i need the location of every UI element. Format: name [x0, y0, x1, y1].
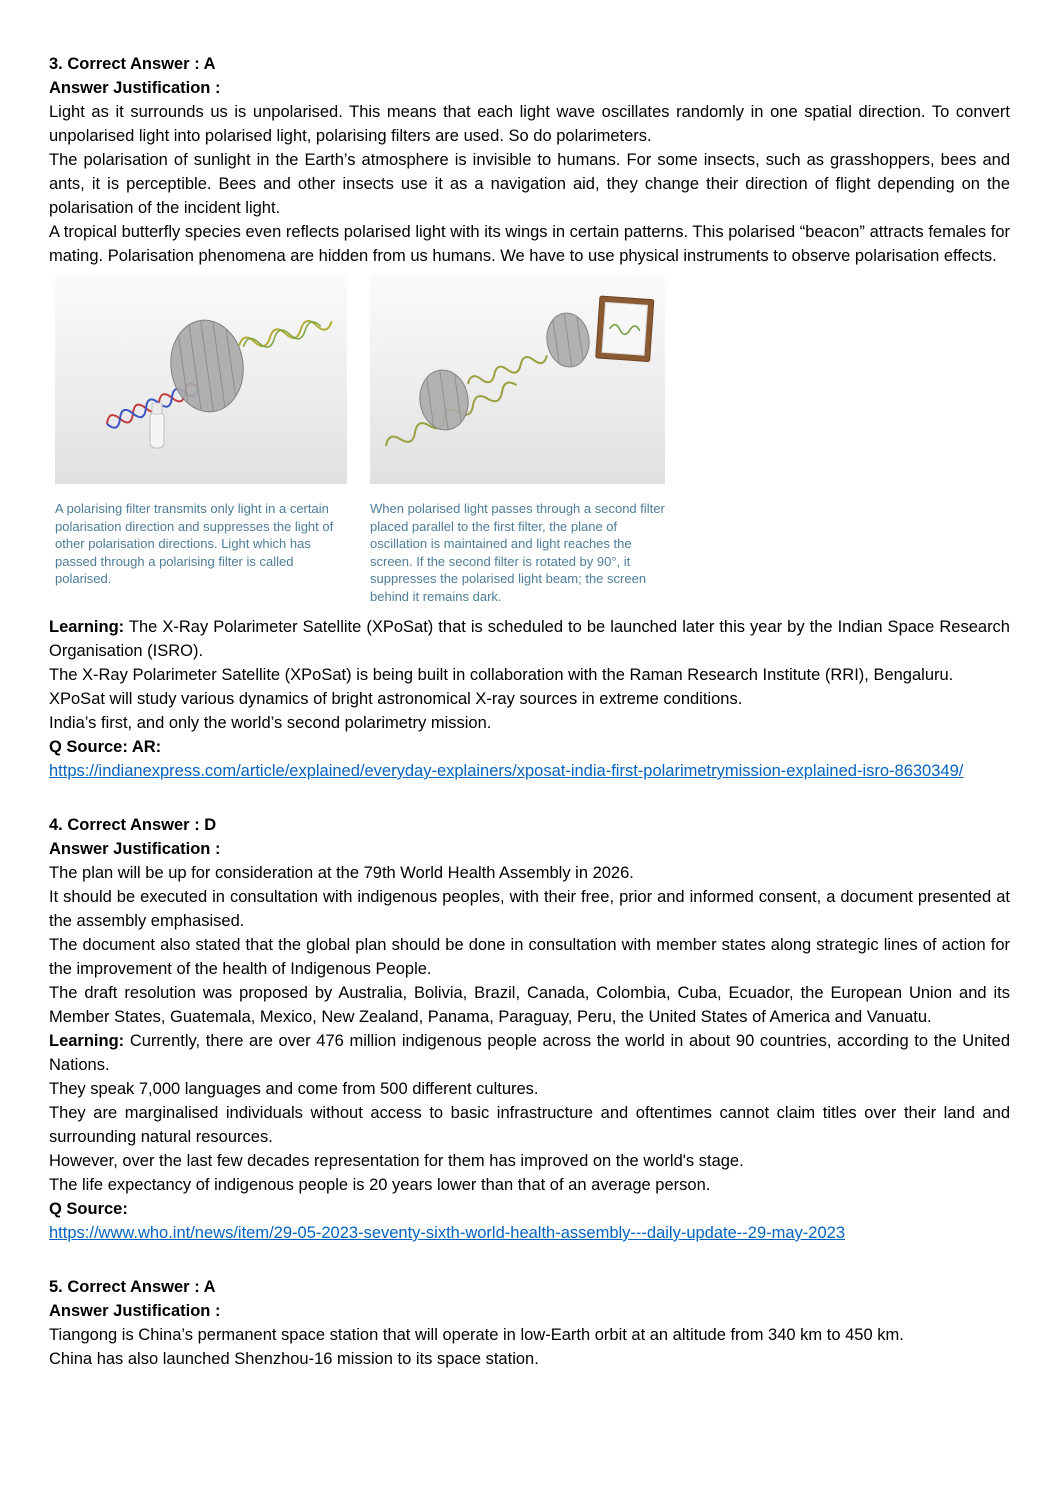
paragraph: They are marginalised individuals without access to basic infrastructure and oftentimes cannot claim titles over their land and surrounding natural resources.	[49, 1104, 1010, 1146]
paragraph: China has also launched Shenzhou-16 mission to its space station.	[49, 1350, 539, 1368]
justification-label-q4: Answer Justification :	[49, 840, 221, 858]
paragraph: The plan will be up for consideration at the 79th World Health Assembly in 2026.	[49, 864, 634, 882]
figure-caption-right: When polarised light passes through a second filter placed parallel to the first filter, the plane of oscillation is maintained and light reaches the screen. If the second filter is rotated by 90°, it suppresses the polarised light beam; the screen behind it remains dark.	[370, 501, 665, 604]
section-question-3	[49, 52, 1010, 783]
qsource-link-line	[49, 759, 1010, 783]
source-link-q3[interactable]: https://indianexpress.com/article/explained/everyday-explainers/xposat-india-first-polarimetrymission-explained-isro-8630349/	[49, 762, 964, 780]
learning-paragraph	[49, 1029, 1010, 1077]
polarisation-figures	[55, 274, 1010, 605]
second-filter-diagram-graphic	[370, 274, 665, 484]
paragraph: A tropical butterfly species even reflects polarised light with its wings in certain patterns. This polarised “beacon” attracts females for mating. Polarisation phenomena are hidden from us humans. We have to use physical instruments to observe polarisation effects.	[49, 223, 1010, 265]
paragraph: Light as it surrounds us is unpolarised. This means that each light wave oscillates randomly in one spatial direction. To convert unpolarised light into polarised light, polarising filters are used. So do polarimeters.	[49, 103, 1010, 145]
justification-label-q5: Answer Justification :	[49, 1302, 221, 1320]
learning-label: Learning:	[49, 618, 125, 636]
justification-label-q3: Answer Justification :	[49, 79, 221, 97]
learning-block-q3	[49, 615, 1010, 783]
paragraph: The X-Ray Polarimeter Satellite (XPoSat) is being built in collaboration with the Raman Research Institute (RRI), Bengaluru.	[49, 666, 954, 684]
answer-heading-q3: 3. Correct Answer : A	[49, 55, 216, 73]
paragraph: Tiangong is China’s permanent space station that will operate in low-Earth orbit at an altitude from 340 km to 450 km.	[49, 1326, 904, 1344]
paragraph: It should be executed in consultation with indigenous peoples, with their free, prior and informed consent, a document presented at the assembly emphasised.	[49, 888, 1010, 930]
paragraph: The document also stated that the global plan should be done in consultation with member states along strategic lines of action for the improvement of the health of Indigenous People.	[49, 936, 1010, 978]
paragraph: The draft resolution was proposed by Australia, Bolivia, Brazil, Canada, Colombia, Cuba, Ecuador, the European Union and its Member States, Guatemala, Mexico, New Zealand, Panama, Paraguay, Peru, the United States of America and Vanuatu.	[49, 984, 1010, 1026]
paragraph: The life expectancy of indigenous people is 20 years lower than that of an average person.	[49, 1176, 711, 1194]
learning-text: The X-Ray Polarimeter Satellite (XPoSat) that is scheduled to be launched later this year by the Indian Space Research Organisation (ISRO).	[49, 618, 1010, 660]
learning-paragraph	[49, 615, 1010, 663]
source-link-q4[interactable]: https://www.who.int/news/item/29-05-2023-seventy-sixth-world-health-assembly---daily-update--29-may-2023	[49, 1224, 845, 1242]
paragraph: They speak 7,000 languages and come from 500 different cultures.	[49, 1080, 539, 1098]
paragraph: XPoSat will study various dynamics of bright astronomical X-ray sources in extreme conditions.	[49, 690, 743, 708]
figure-caption-left: A polarising filter transmits only light in a certain polarisation direction and suppresses the light of other polarisation directions. Light which has passed through a polarising filter is called polarised.	[55, 501, 334, 586]
answer-heading-q5: 5. Correct Answer : A	[49, 1278, 216, 1296]
answer-heading-q4: 4. Correct Answer : D	[49, 816, 217, 834]
learning-label: Learning:	[49, 1032, 125, 1050]
section-question-4	[49, 813, 1010, 1245]
polarising-filter-diagram-graphic	[55, 274, 347, 484]
figure-polarising-filter	[55, 274, 347, 605]
qsource-label-q3: Q Source: AR:	[49, 738, 162, 756]
figure-second-filter-screen	[370, 274, 665, 605]
paragraph: The polarisation of sunlight in the Earth’s atmosphere is invisible to humans. For some insects, such as grasshoppers, bees and ants, it is perceptible. Bees and other insects use it as a navigation aid, they change their direction of flight depending on the polarisation of the incident light.	[49, 151, 1010, 217]
paragraph: India’s first, and only the world’s second polarimetry mission.	[49, 714, 492, 732]
section-question-5	[49, 1275, 1010, 1371]
qsource-link-line	[49, 1221, 1010, 1245]
paragraph: However, over the last few decades representation for them has improved on the world's stage.	[49, 1152, 744, 1170]
qsource-label-q4: Q Source:	[49, 1200, 128, 1218]
learning-text: Currently, there are over 476 million indigenous people across the world in about 90 countries, according to the United Nations.	[49, 1032, 1010, 1074]
